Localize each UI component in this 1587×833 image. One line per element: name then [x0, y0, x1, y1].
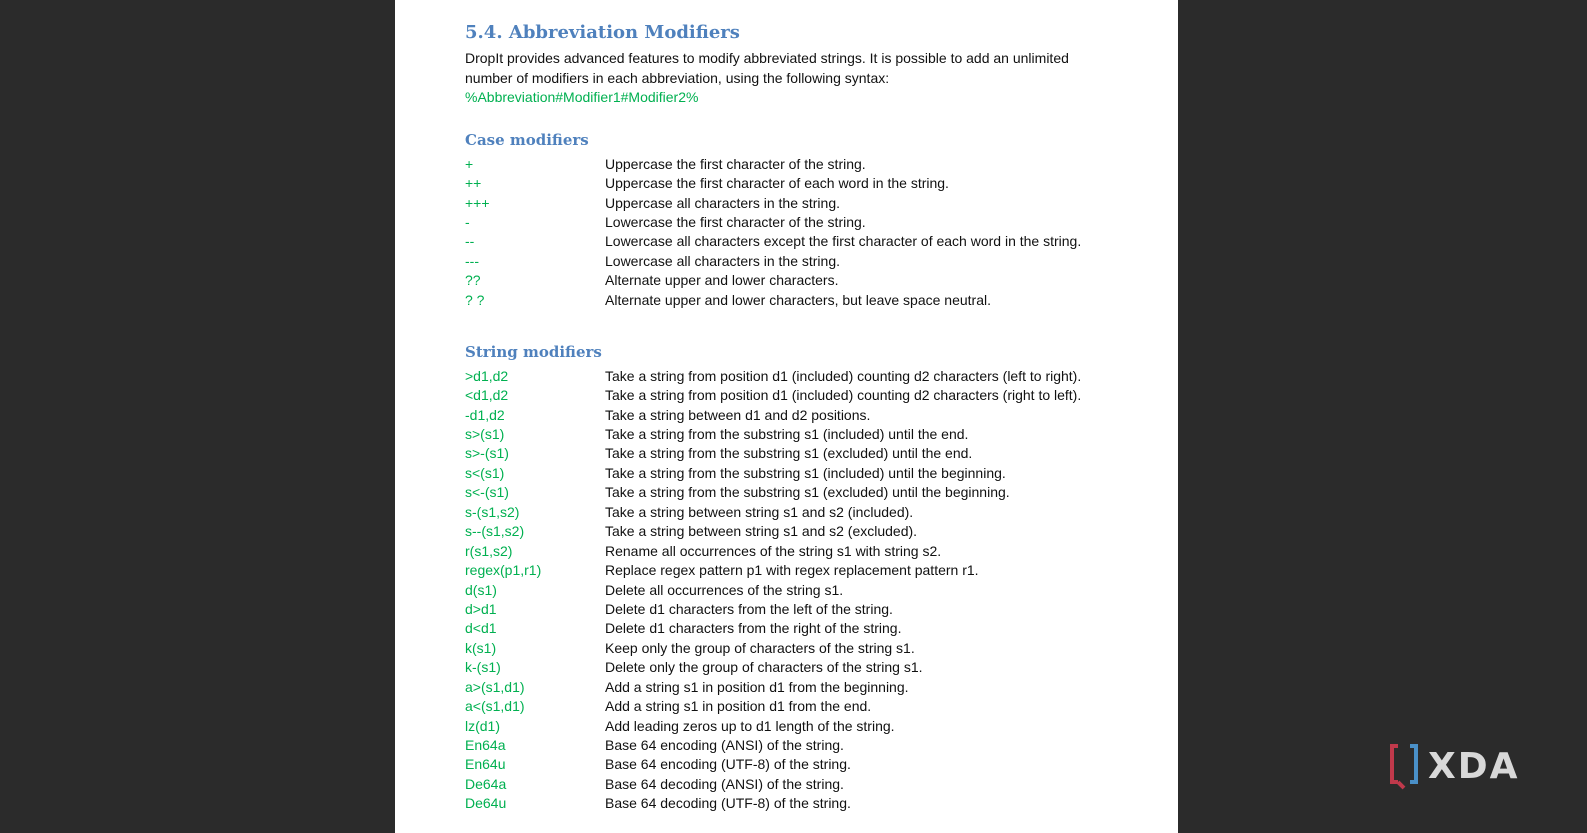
- string-modifiers-heading: String modifiers: [465, 343, 602, 361]
- modifier-code: s--(s1,s2): [465, 523, 525, 540]
- intro-paragraph: [465, 49, 1110, 108]
- modifier-code: ++: [465, 175, 482, 192]
- modifier-row: [465, 794, 1145, 813]
- modifier-description: Delete only the group of characters of the string s1.: [605, 659, 923, 676]
- case-modifiers-heading: Case modifiers: [465, 131, 589, 149]
- modifier-row: [465, 193, 1145, 212]
- modifier-row: [465, 385, 1145, 404]
- modifier-description: Take a string between d1 and d2 positions.: [605, 406, 871, 423]
- modifier-row: [465, 774, 1145, 793]
- modifier-row: [465, 716, 1145, 735]
- modifier-code: d>d1: [465, 600, 497, 617]
- modifier-description: Take a string from position d1 (included) counting d2 characters (left to right).: [605, 367, 1082, 384]
- modifier-row: [465, 463, 1145, 482]
- modifier-description: Base 64 decoding (UTF-8) of the string.: [605, 795, 851, 812]
- modifier-code: +++: [465, 194, 490, 211]
- modifier-description: Delete d1 characters from the left of the string.: [605, 600, 893, 617]
- modifier-row: [465, 173, 1145, 192]
- modifier-description: Lowercase all characters except the first character of each word in the string.: [605, 233, 1082, 250]
- modifier-row: [465, 619, 1145, 638]
- modifier-description: Take a string from the substring s1 (excluded) until the end.: [605, 445, 973, 462]
- modifier-row: [465, 212, 1145, 231]
- modifier-code: s>(s1): [465, 426, 505, 443]
- xda-watermark: [1390, 742, 1540, 790]
- modifier-description: Alternate upper and lower characters.: [605, 272, 839, 289]
- section-title: 5.4. Abbreviation Modifiers: [465, 22, 740, 43]
- modifier-description: Delete all occurrences of the string s1.: [605, 581, 844, 598]
- modifier-row: [465, 444, 1145, 463]
- modifier-description: Uppercase the first character of the string.: [605, 155, 866, 172]
- modifier-code: s-(s1,s2): [465, 503, 520, 520]
- modifier-row: [465, 638, 1145, 657]
- modifier-description: Take a string between string s1 and s2 (excluded).: [605, 523, 918, 540]
- modifier-description: Take a string from the substring s1 (included) until the end.: [605, 426, 969, 443]
- modifier-code: -d1,d2: [465, 406, 505, 423]
- case-modifiers-list: [465, 154, 1145, 310]
- modifier-code: k(s1): [465, 639, 497, 656]
- modifier-code: s>-(s1): [465, 445, 509, 462]
- modifier-code: De64u: [465, 795, 507, 812]
- modifier-description: Add a string s1 in position d1 from the beginning.: [605, 678, 909, 695]
- modifier-code: ? ?: [465, 291, 485, 308]
- modifier-description: Rename all occurrences of the string s1 with string s2.: [605, 542, 942, 559]
- modifier-code: d<d1: [465, 620, 497, 637]
- modifier-description: Keep only the group of characters of the string s1.: [605, 639, 915, 656]
- modifier-description: Uppercase the first character of each word in the string.: [605, 175, 949, 192]
- modifier-code: -: [465, 214, 470, 231]
- modifier-code: ---: [465, 252, 479, 269]
- modifier-description: Base 64 encoding (UTF-8) of the string.: [605, 756, 851, 773]
- modifier-code: k-(s1): [465, 659, 501, 676]
- modifier-row: [465, 405, 1145, 424]
- modifier-code: <d1,d2: [465, 387, 509, 404]
- modifier-code: a>(s1,d1): [465, 678, 525, 695]
- modifier-description: Base 64 decoding (ANSI) of the string.: [605, 775, 844, 792]
- modifier-row: [465, 696, 1145, 715]
- modifier-code: --: [465, 233, 475, 250]
- modifier-row: [465, 735, 1145, 754]
- syntax-example: %Abbreviation#Modifier1#Modifier2%: [465, 89, 699, 105]
- modifier-row: [465, 154, 1145, 173]
- modifier-description: Lowercase the first character of the string.: [605, 214, 866, 231]
- modifier-code: En64a: [465, 737, 506, 754]
- modifier-row: [465, 599, 1145, 618]
- modifier-row: [465, 502, 1145, 521]
- modifier-code: regex(p1,r1): [465, 562, 542, 579]
- modifier-code: lz(d1): [465, 717, 501, 734]
- modifier-code: s<-(s1): [465, 484, 509, 501]
- modifier-row: [465, 232, 1145, 251]
- modifier-code: De64a: [465, 775, 507, 792]
- modifier-row: [465, 522, 1145, 541]
- string-modifiers-list: [465, 366, 1145, 813]
- modifier-description: Take a string from the substring s1 (included) until the beginning.: [605, 464, 1006, 481]
- modifier-description: Replace regex pattern p1 with regex replacement pattern r1.: [605, 562, 979, 579]
- intro-text: DropIt provides advanced features to modify abbreviated strings. It is possible to add an unlimited number of modifiers in each abbreviation, using the following syntax:: [465, 50, 1069, 86]
- xda-logo-icon: [1390, 742, 1540, 790]
- modifier-code: r(s1,s2): [465, 542, 513, 559]
- modifier-code: ??: [465, 272, 481, 289]
- modifier-description: Take a string from the substring s1 (excluded) until the beginning.: [605, 484, 1010, 501]
- xda-logo-text: XDA: [1428, 746, 1520, 787]
- document-page: [395, 0, 1178, 833]
- modifier-row: [465, 560, 1145, 579]
- modifier-row: [465, 366, 1145, 385]
- modifier-code: a<(s1,d1): [465, 698, 525, 715]
- modifier-description: Alternate upper and lower characters, but leave space neutral.: [605, 291, 992, 308]
- modifier-row: [465, 677, 1145, 696]
- modifier-row: [465, 483, 1145, 502]
- modifier-code: d(s1): [465, 581, 497, 598]
- modifier-row: [465, 541, 1145, 560]
- modifier-description: Take a string from position d1 (included) counting d2 characters (right to left).: [605, 387, 1082, 404]
- modifier-row: [465, 755, 1145, 774]
- modifier-description: Add leading zeros up to d1 length of the string.: [605, 717, 895, 734]
- modifier-row: [465, 658, 1145, 677]
- modifier-description: Uppercase all characters in the string.: [605, 194, 840, 211]
- modifier-code: s<(s1): [465, 464, 505, 481]
- modifier-code: +: [465, 155, 474, 172]
- modifier-description: Lowercase all characters in the string.: [605, 252, 840, 269]
- modifier-code: >d1,d2: [465, 367, 509, 384]
- modifier-code: En64u: [465, 756, 506, 773]
- modifier-row: [465, 271, 1145, 290]
- modifier-row: [465, 290, 1145, 309]
- modifier-row: [465, 580, 1145, 599]
- modifier-description: Base 64 encoding (ANSI) of the string.: [605, 737, 844, 754]
- modifier-description: Add a string s1 in position d1 from the end.: [605, 698, 872, 715]
- modifier-description: Delete d1 characters from the right of the string.: [605, 620, 902, 637]
- modifier-description: Take a string between string s1 and s2 (included).: [605, 503, 914, 520]
- modifier-row: [465, 424, 1145, 443]
- modifier-row: [465, 251, 1145, 270]
